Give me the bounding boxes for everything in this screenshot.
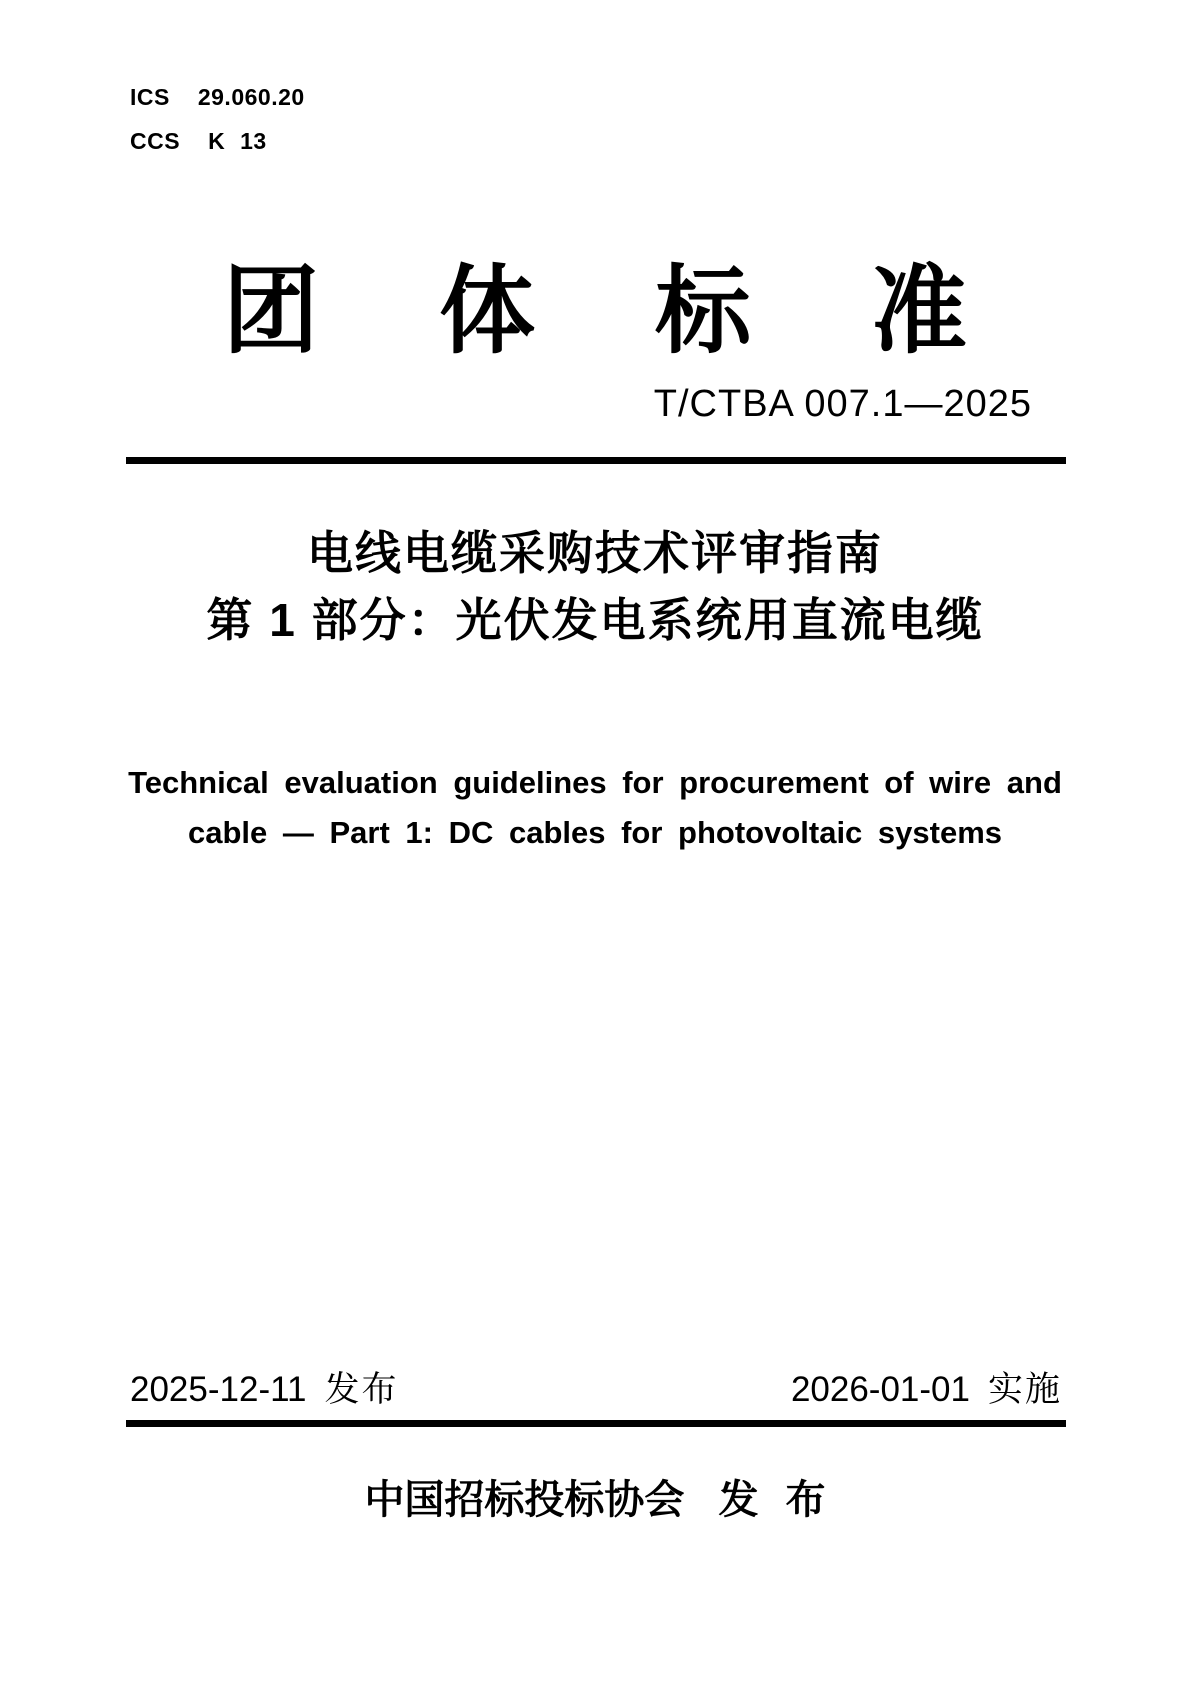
publisher-row [0,1468,1190,1525]
title-english-line1: Technical evaluation guidelines for procurement of wire and [128,765,1062,800]
publisher-name: 中国招标投标协会 [364,1478,685,1522]
publish-action-label: 发 布 [718,1478,826,1522]
issue-date: 2025-12-11 [130,1370,307,1409]
issue-date-label: 发布 [324,1370,399,1409]
top-divider-rule [126,457,1066,464]
bottom-divider-rule [126,1420,1066,1427]
ccs-value: K 13 [208,128,267,154]
implementation-date-label: 实施 [987,1370,1062,1409]
implementation-date: 2026-01-01 [790,1370,970,1409]
document-type-title: 团体标准 [223,258,1087,365]
title-english-line2: cable — Part 1: DC cables for photovoltaic systems [187,815,1003,850]
ics-value: 29.060.20 [197,84,305,110]
title-english [95,758,1095,858]
issue-date-group [130,1362,398,1412]
ccs-code-row [130,128,267,155]
ccs-label: CCS [130,128,181,154]
dates-row [130,1362,1062,1412]
ics-code-row [130,84,305,111]
standard-number: T/CTBA 007.1—2025 [653,383,1032,425]
implementation-date-group [791,1362,1062,1412]
title-chinese-line1: 电线电缆采购技术评审指南 [307,527,883,579]
ics-label: ICS [130,84,170,110]
title-chinese-line2: 第 1 部分：光伏发电系统用直流电缆 [206,594,984,646]
